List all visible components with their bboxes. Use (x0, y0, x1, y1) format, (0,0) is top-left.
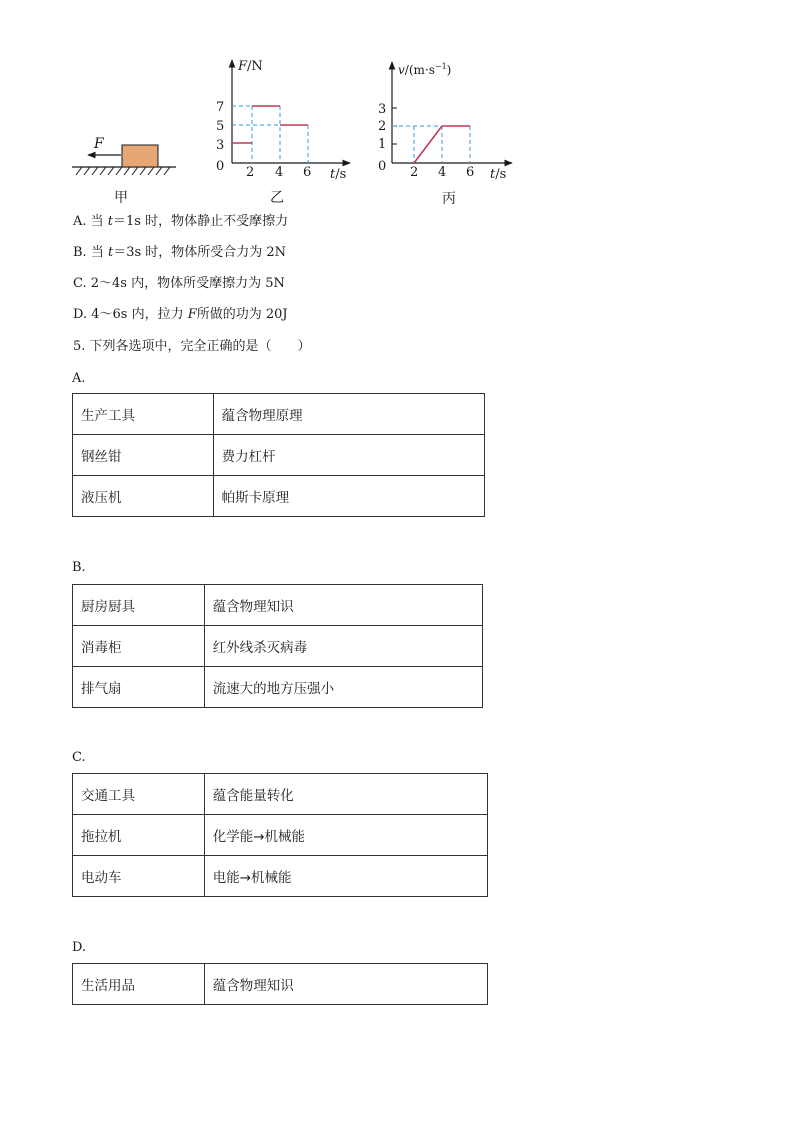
table-cell: 蕴含物理知识 (204, 964, 487, 1005)
table-b (72, 584, 483, 708)
option-c: C. 2～4s 内，物体所受摩擦力为 5N (73, 276, 285, 291)
bing-ytick-1: 1 (378, 137, 387, 152)
ground-hatching (76, 167, 170, 175)
table-row (73, 856, 488, 897)
table-row (73, 435, 485, 476)
bing-ytick-2: 2 (378, 119, 387, 134)
table-cell: 排气扇 (73, 667, 205, 708)
yi-origin: 0 (216, 159, 225, 174)
table-cell: 电能→机械能 (204, 856, 487, 897)
bing-ytick-3: 3 (378, 102, 387, 117)
caption-yi: 乙 (270, 190, 284, 206)
table-row (73, 394, 485, 435)
table-cell: 蕴含物理原理 (213, 394, 484, 435)
table-row (73, 626, 483, 667)
question-5: 5. 下列各选项中，完全正确的是（ ） (73, 339, 311, 354)
table-row (73, 774, 488, 815)
table-c-label: C. (72, 750, 86, 765)
yi-xtick-4: 4 (275, 165, 284, 180)
table-cell: 消毒柜 (73, 626, 205, 667)
table-cell: 交通工具 (73, 774, 205, 815)
yi-y-axis-label: F/N (238, 59, 263, 74)
block (122, 145, 158, 167)
table-c (72, 773, 488, 897)
option-b: B. 当 t＝3s 时，物体所受合力为 2N (73, 245, 287, 260)
figure-jia (72, 136, 176, 206)
yi-xtick-2: 2 (246, 165, 255, 180)
figure-yi (216, 59, 350, 206)
table-b-label: B. (72, 560, 86, 575)
table-row (73, 585, 483, 626)
option-a: A. 当 t＝1s 时，物体静止不受摩擦力 (73, 214, 289, 229)
option-d: D. 4～6s 内，拉力 F所做的功为 20J (73, 307, 288, 322)
yi-ytick-5: 5 (216, 119, 225, 134)
yi-x-axis-label: t/s (330, 167, 347, 182)
yi-guides (232, 106, 308, 163)
bing-origin: 0 (378, 159, 387, 174)
table-a (72, 393, 485, 517)
table-cell: 拖拉机 (73, 815, 205, 856)
table-cell: 生产工具 (73, 394, 214, 435)
table-cell: 钢丝钳 (73, 435, 214, 476)
physics-figure (0, 0, 794, 215)
yi-xtick-6: 6 (303, 165, 312, 180)
bing-x-axis-label: t/s (490, 167, 507, 182)
figure-bing (378, 62, 512, 207)
table-row (73, 815, 488, 856)
table-cell: 化学能→机械能 (204, 815, 487, 856)
table-d-label: D. (72, 940, 87, 955)
bing-xtick-4: 4 (438, 165, 447, 180)
table-a-label: A. (72, 371, 86, 386)
caption-bing: 丙 (442, 191, 456, 207)
caption-jia: 甲 (114, 190, 128, 206)
table-cell: 厨房厨具 (73, 585, 205, 626)
yi-ytick-3: 3 (216, 138, 225, 153)
table-row (73, 667, 483, 708)
table-cell: 生活用品 (73, 964, 205, 1005)
bing-guides (392, 126, 470, 163)
table-cell: 费力杠杆 (213, 435, 484, 476)
table-row (73, 964, 488, 1005)
force-label: F (94, 136, 104, 152)
bing-y-axis-label: $v/(m\cdot s^{-1})$ (398, 62, 452, 77)
table-cell: 帕斯卡原理 (213, 476, 484, 517)
table-cell: 液压机 (73, 476, 214, 517)
table-cell: 蕴含物理知识 (204, 585, 482, 626)
table-cell: 红外线杀灭病毒 (204, 626, 482, 667)
table-row (73, 476, 485, 517)
yi-ytick-7: 7 (216, 100, 225, 115)
bing-xtick-6: 6 (466, 165, 475, 180)
table-cell: 电动车 (73, 856, 205, 897)
table-d (72, 963, 488, 1005)
bing-xtick-2: 2 (410, 165, 419, 180)
table-cell: 蕴含能量转化 (204, 774, 487, 815)
table-cell: 流速大的地方压强小 (204, 667, 482, 708)
